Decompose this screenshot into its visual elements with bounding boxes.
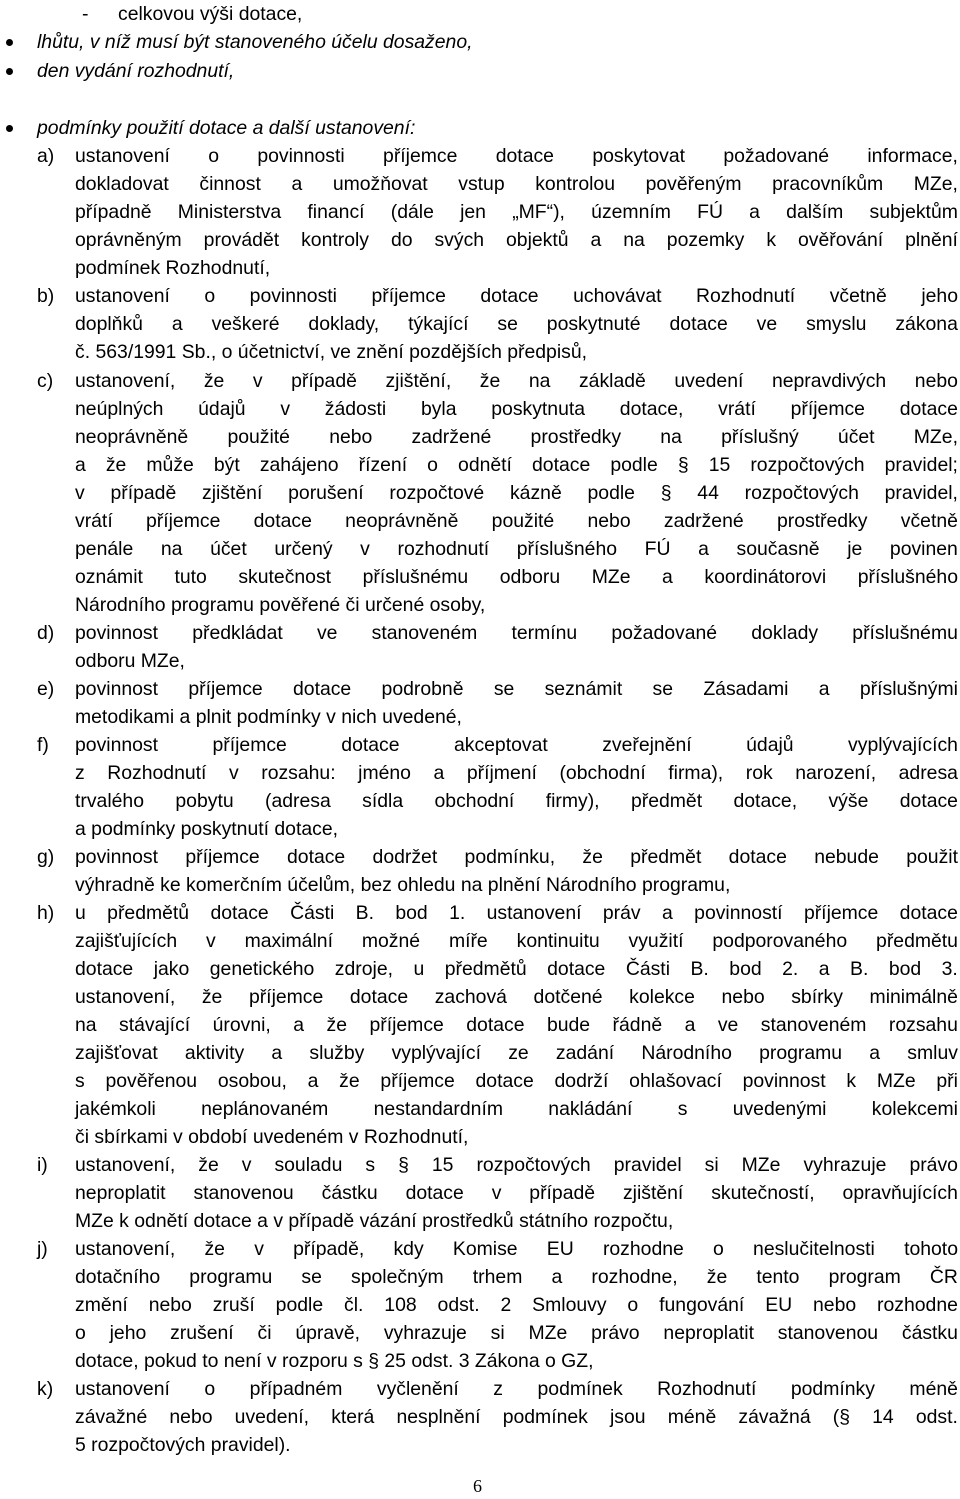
provision-text-line: dokladovat činnost a umožňovat vstup kontrolou pověřeným pracovníkům MZe, — [75, 173, 958, 196]
provision-text-line: výhradně ke komerčním účelům, bez ohledu na plnění Národního programu, — [75, 874, 731, 897]
provision-label: c) — [37, 370, 54, 392]
provision-text-line: neúplných údajů v žádosti byla poskytnuta dotace, vrátí příjemce dotace — [75, 398, 958, 421]
provision-text-line: změní nebo zruší podle čl. 108 odst. 2 Smlouvy o fungování EU nebo rozhodne — [75, 1294, 958, 1317]
provision-text-line: a že může být zahájeno řízení o odnětí dotace podle § 15 rozpočtových pravidel; — [75, 454, 958, 477]
provision-text-line: zajišťujících v maximální možné míře kontinuitu využití podporovaného předmětu — [75, 930, 958, 953]
provision-text-line: o jeho zrušení či úpravě, vyhrazuje si MZe právo neproplatit stanovenou částku — [75, 1322, 958, 1345]
bullet-icon — [6, 125, 13, 132]
provision-text-line: ustanovení, že příjemce dotace zachová dotčené kolekce nebo sbírky minimálně — [75, 986, 958, 1009]
provision-text-line: ustanovení, že v případě, kdy Komise EU rozhodne o neslučitelnosti tohoto — [75, 1238, 958, 1260]
provision-text-line: neproplatit stanovenou částku dotace v případě zjištění skutečností, opravňujících — [75, 1182, 958, 1205]
provision-text-line: č. 563/1991 Sb., o účetnictví, ve znění pozdějších předpisů, — [75, 341, 588, 364]
provision-text-line: 5 rozpočtových pravidel). — [75, 1434, 291, 1457]
provision-text-line: odboru MZe, — [75, 650, 185, 673]
provision-text-line: povinnost příjemce dotace podrobně se seznámit se Zásadami a příslušnými — [75, 678, 958, 700]
provision-label: e) — [37, 678, 55, 700]
provision-text-line: podmínek Rozhodnutí, — [75, 257, 271, 280]
provision-label: i) — [37, 1154, 48, 1176]
bullet-icon — [6, 39, 13, 46]
provision-text-line: jakémkoli neplánovaném nestandardním nakládání s uvedenými kolekcemi — [75, 1098, 958, 1121]
provision-text-line: neoprávněně použité nebo zadržené prostředky na příslušný účet MZe, — [75, 426, 958, 449]
provision-text-line: doplňků a veškeré doklady, týkající se poskytnuté dotace ve smyslu zákona — [75, 313, 958, 336]
provision-text-line: z Rozhodnutí v rozsahu: jméno a příjmení (obchodní firma), rok narození, adresa — [75, 762, 958, 785]
provision-text-line: u předmětů dotace Části B. bod 1. ustanovení práv a povinností příjemce dotace — [75, 902, 958, 924]
provision-text-line: dotačního programu se společným trhem a rozhodne, že tento program ČR — [75, 1266, 958, 1289]
provision-text-line: dotace, pokud to není v rozporu s § 25 odst. 3 Zákona o GZ, — [75, 1350, 594, 1373]
dash-marker: - — [82, 3, 89, 25]
provision-text-line: ustanovení o případném vyčlenění z podmínek Rozhodnutí podmínky méně — [75, 1378, 958, 1400]
provision-text-line: ustanovení, že v případě zjištění, že na základě uvedení nepravdivých nebo — [75, 370, 958, 392]
dash-list-item — [82, 0, 302, 28]
provision-text-line: závažné nebo uvedení, která nesplnění podmínek jsou méně závažná (§ 14 odst. — [75, 1406, 958, 1429]
provision-text-line: povinnost předkládat ve stanoveném termínu požadované doklady příslušnému — [75, 622, 958, 644]
provision-text-line: ustanovení, že v souladu s § 15 rozpočtových pravidel si MZe vyhrazuje právo — [75, 1154, 958, 1176]
page-number: 6 — [473, 1476, 482, 1496]
provision-text-line: na stávající úrovni, a že příjemce dotace bude řádně a ve stanoveném rozsahu — [75, 1014, 958, 1037]
provision-text-line: Národního programu pověřené či určené osoby, — [75, 594, 486, 617]
provision-text-line: zajišťovat aktivity a služby vyplývající ze zadání Národního programu a smluv — [75, 1042, 958, 1065]
provision-text-line: či sbírkami v období uvedeném v Rozhodnutí, — [75, 1126, 469, 1149]
provision-label: f) — [37, 734, 49, 756]
provision-label: d) — [37, 622, 55, 644]
provision-label: a) — [37, 145, 55, 167]
bullet-text: podmínky použití dotace a další ustanovení: — [37, 117, 416, 139]
provision-text-line: povinnost příjemce dotace akceptovat zveřejnění údajů vyplývajících — [75, 734, 958, 756]
bullet-icon — [6, 68, 13, 75]
provision-text-line: oprávněným provádět kontroly do svých objektů a na pozemky k ověřování plnění — [75, 229, 958, 252]
provision-text-line: ustanovení o povinnosti příjemce dotace poskytovat požadované informace, — [75, 145, 958, 167]
provision-text-line: a podmínky poskytnutí dotace, — [75, 818, 339, 841]
provision-text-line: povinnost příjemce dotace dodržet podmínku, že předmět dotace nebude použit — [75, 846, 958, 868]
bullet-text: lhůtu, v níž musí být stanoveného účelu dosaženo, — [37, 31, 473, 53]
provision-label: g) — [37, 846, 55, 868]
provision-label: k) — [37, 1378, 54, 1400]
provision-text-line: MZe k odnětí dotace a v případě vázání prostředků státního rozpočtu, — [75, 1210, 674, 1233]
provision-text-line: penále na účet určený v rozhodnutí příslušného FÚ a současně je povinen — [75, 538, 958, 561]
dash-item-text: celkovou výši dotace, — [118, 3, 303, 25]
provision-text-line: dotace jako genetického zdroje, u předmětů dotace Části B. bod 2. a B. bod 3. — [75, 958, 958, 981]
provision-text-line: případně Ministerstva financí (dále jen „MF“), územním FÚ a dalším subjektům — [75, 201, 958, 224]
provision-text-line: oznámit tuto skutečnost příslušnému odboru MZe a koordinátorovi příslušného — [75, 566, 958, 589]
provision-label: j) — [37, 1238, 48, 1260]
provision-text-line: metodikami a plnit podmínky v nich uvedené, — [75, 706, 462, 729]
provision-text-line: ustanovení o povinnosti příjemce dotace uchovávat Rozhodnutí včetně jeho — [75, 285, 958, 307]
provision-label: b) — [37, 285, 55, 307]
provision-label: h) — [37, 902, 55, 924]
provision-text-line: s pověřenou osobou, a že příjemce dotace dodrží ohlašovací povinnost k MZe při — [75, 1070, 958, 1093]
bullet-text: den vydání rozhodnutí, — [37, 60, 235, 82]
provision-text-line: trvalého pobytu (adresa sídla obchodní firmy), předmět dotace, výše dotace — [75, 790, 958, 813]
provision-text-line: v případě zjištění porušení rozpočtové kázně podle § 44 rozpočtových pravidel, — [75, 482, 958, 505]
provision-text-line: vrátí příjemce dotace neoprávněně použité nebo zadržené prostředky včetně — [75, 510, 958, 533]
